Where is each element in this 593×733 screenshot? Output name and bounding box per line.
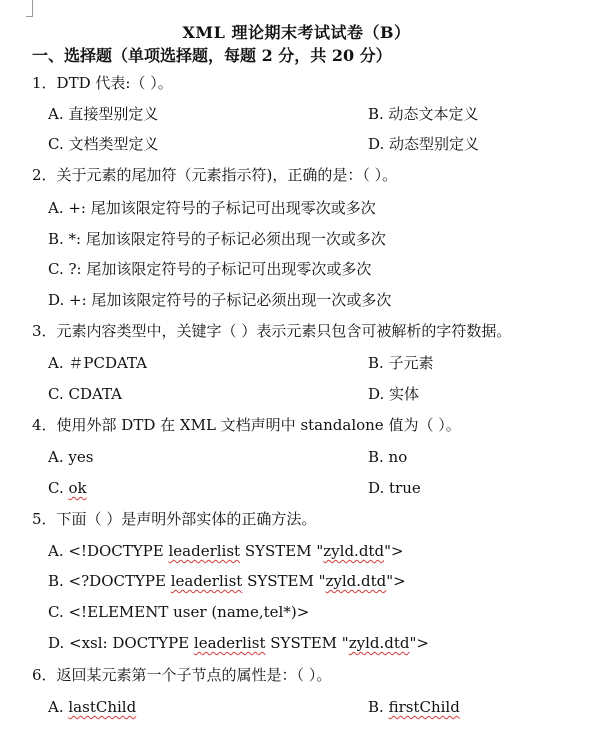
page-corner-mark xyxy=(26,0,33,17)
q4-option-b: B. no xyxy=(368,448,408,466)
q3-option-d: D. 实体 xyxy=(368,385,420,403)
q5-option-d: D. <xsl: DOCTYPE leaderlist SYSTEM "zyld.dtd"> xyxy=(48,634,429,652)
question-5: 5．下面（ ）是声明外部实体的正确方法。 xyxy=(32,510,317,528)
q3-option-b: B. 子元素 xyxy=(368,354,434,372)
q6-option-a: A. lastChild xyxy=(48,698,137,716)
q2-option-a: A. +: 尾加该限定符号的子标记可出现零次或多次 xyxy=(48,199,376,217)
q5-option-c: C. <!ELEMENT user (name,tel*)> xyxy=(48,603,310,621)
q4-option-a: A. yes xyxy=(48,448,94,466)
q1-option-b: B. 动态文本定义 xyxy=(368,105,479,123)
q2-option-c: C. ?: 尾加该限定符号的子标记可出现零次或多次 xyxy=(48,260,372,278)
question-1: 1．DTD 代表:（ ）。 xyxy=(32,74,173,92)
exam-title: XML 理论期末考试试卷（B） xyxy=(182,23,411,42)
q1-option-c: C. 文档类型定义 xyxy=(48,135,159,153)
question-3: 3．元素内容类型中，关键字（ ）表示元素只包含可被解析的字符数据。 xyxy=(32,322,512,340)
q5-option-a: A. <!DOCTYPE leaderlist SYSTEM "zyld.dtd"> xyxy=(48,542,404,560)
q1-option-a: A. 直接型别定义 xyxy=(48,105,159,123)
q4-option-d: D. true xyxy=(368,479,421,497)
q3-option-a: A. ＃PCDATA xyxy=(48,354,147,372)
q1-option-d: D. 动态型别定义 xyxy=(368,135,480,153)
question-4: 4．使用外部 DTD 在 XML 文档声明中 standalone 值为（ ）。 xyxy=(32,416,461,434)
q6-option-b: B. firstChild xyxy=(368,698,460,716)
question-6: 6．返回某元素第一个子节点的属性是：（ ）。 xyxy=(32,666,332,684)
q4-option-c: C. ok xyxy=(48,479,87,497)
q3-option-c: C. CDATA xyxy=(48,385,123,403)
question-2: 2．关于元素的尾加符（元素指示符)，正确的是：（ ）。 xyxy=(32,166,398,184)
section-heading: 一、选择题（单项选择题，每题 2 分，共 20 分） xyxy=(32,46,392,65)
q2-option-d: D. +: 尾加该限定符号的子标记必须出现一次或多次 xyxy=(48,291,392,309)
q2-option-b: B. *: 尾加该限定符号的子标记必须出现一次或多次 xyxy=(48,230,386,248)
q5-option-b: B. <?DOCTYPE leaderlist SYSTEM "zyld.dtd"> xyxy=(48,572,406,590)
